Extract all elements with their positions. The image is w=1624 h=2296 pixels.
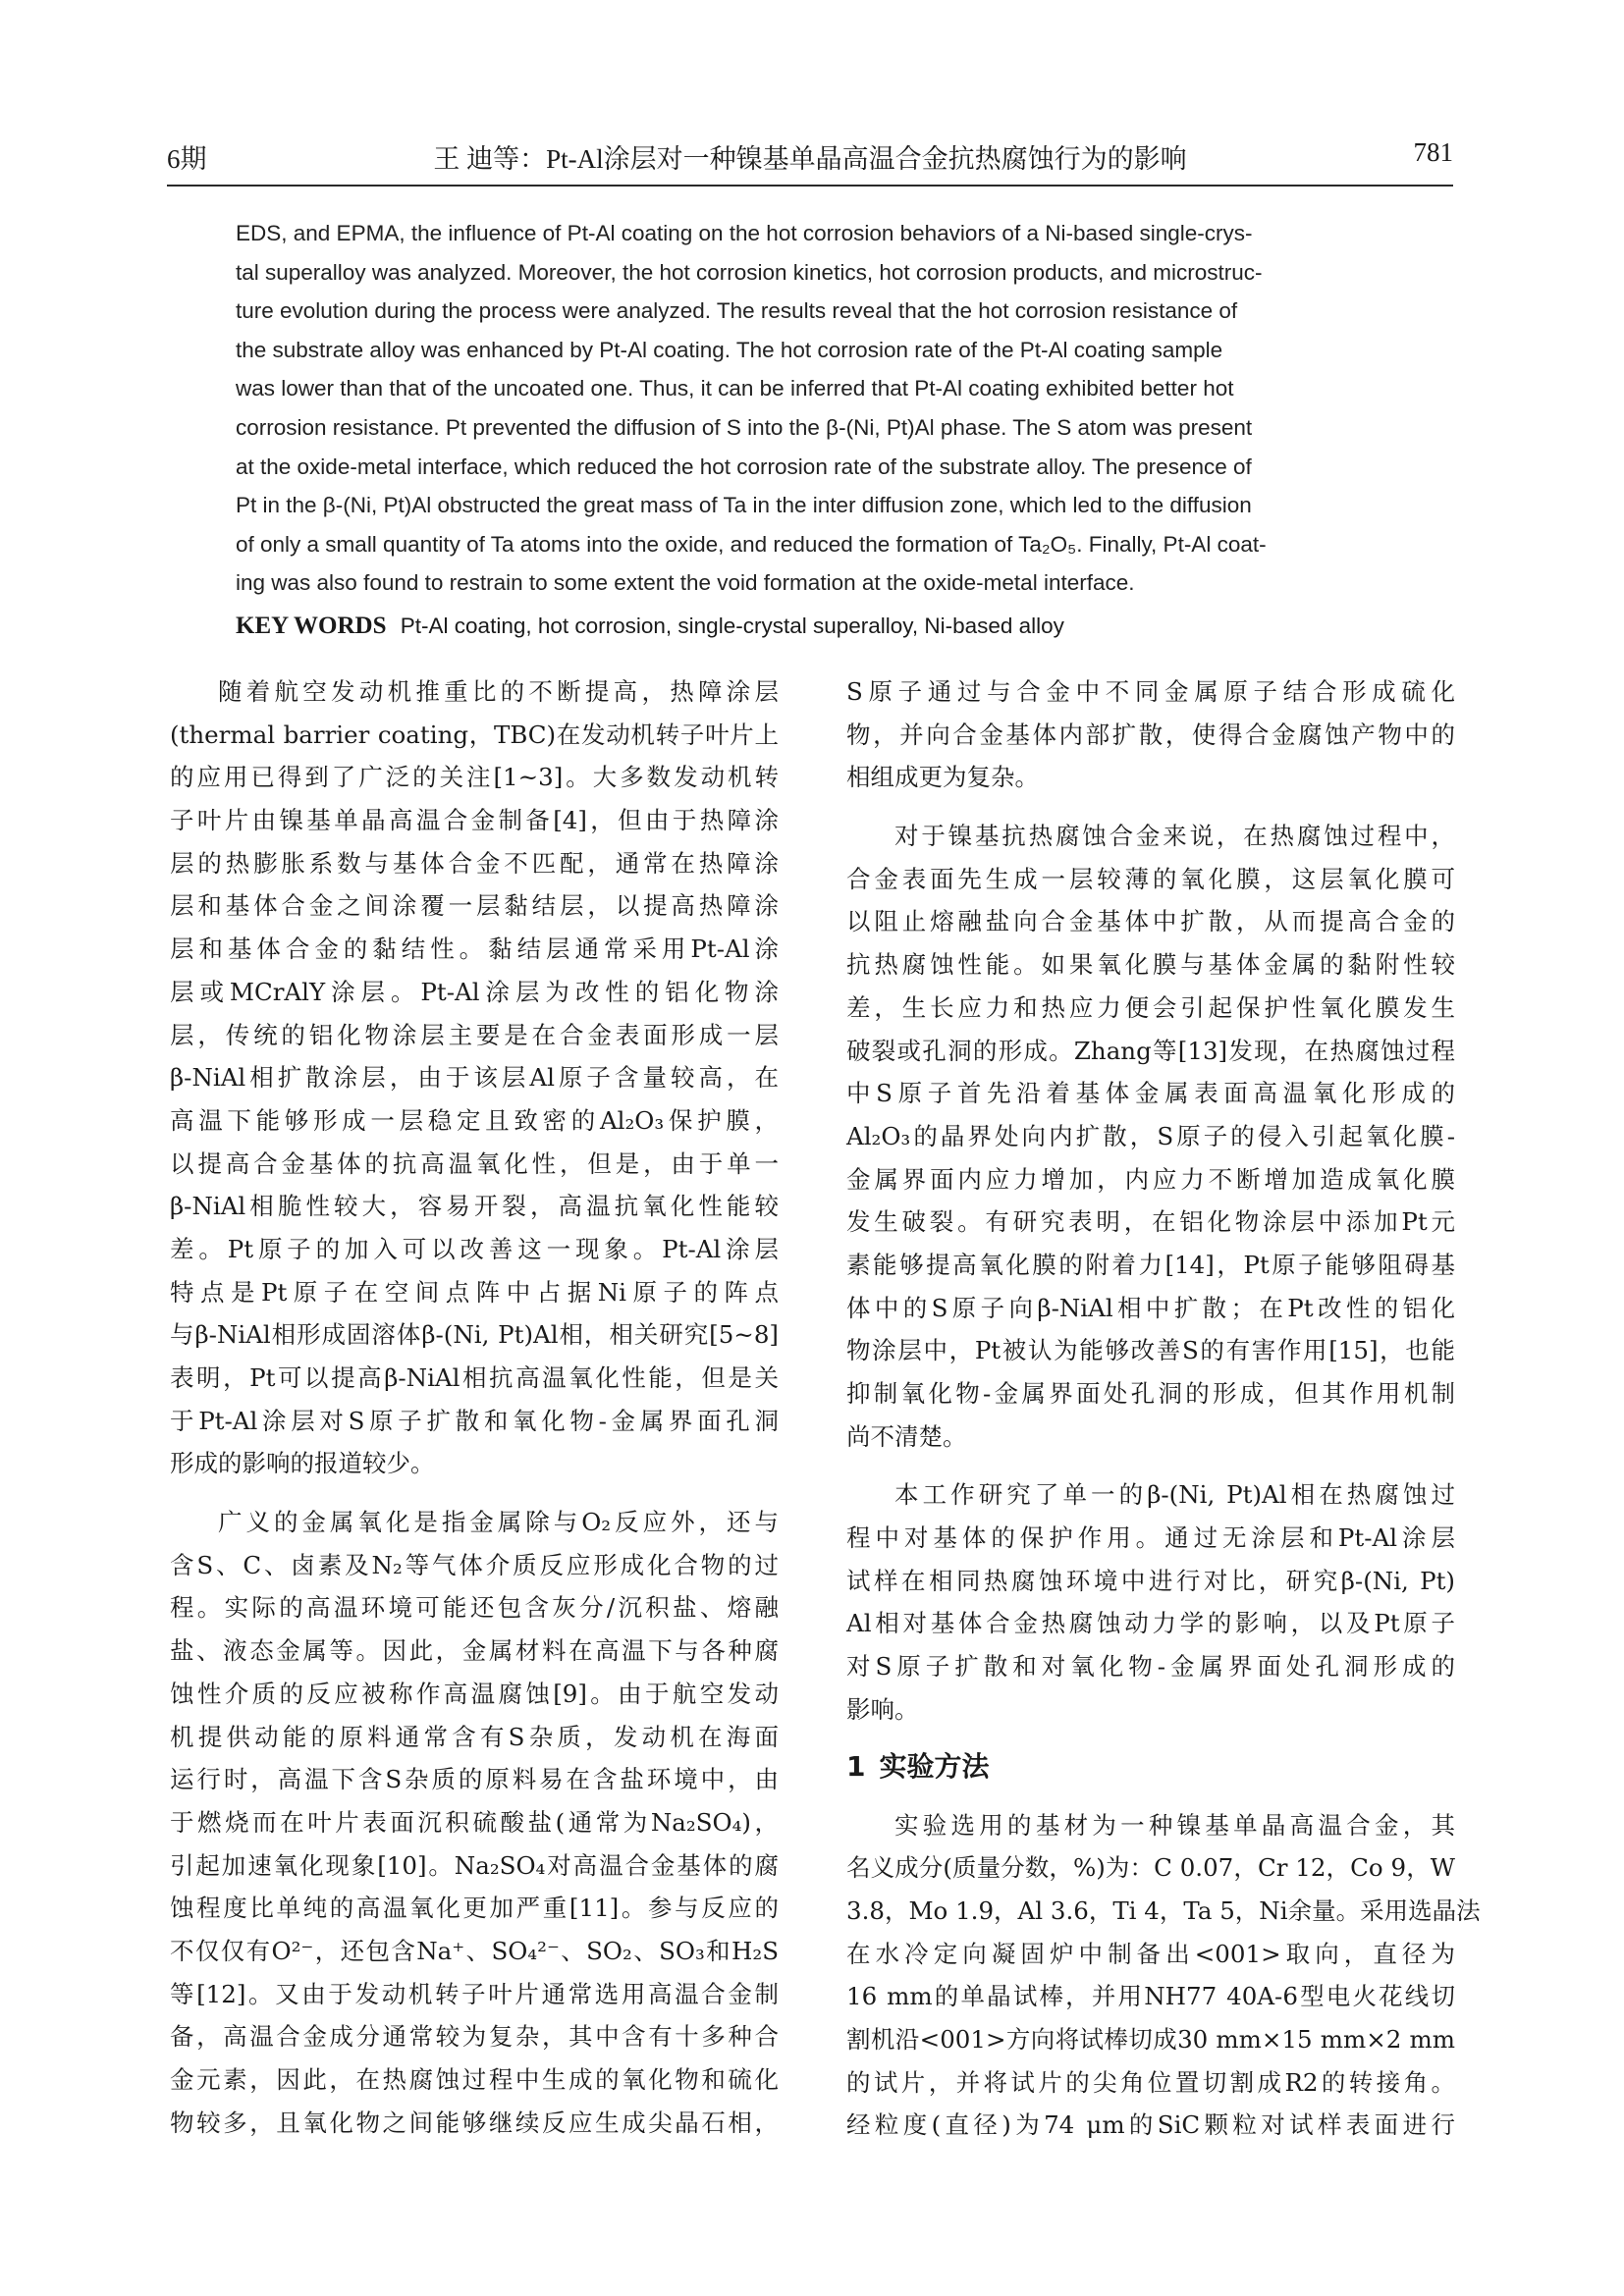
left-column (170, 670, 779, 2144)
body-paragraph (846, 1473, 1455, 1731)
text-line: 实验选用的基材为一种镍基单晶高温合金，其 (894, 1810, 1455, 1840)
text-line: 以阻止熔融盐向合金基体中扩散，从而提高合金的 (846, 907, 1455, 936)
text-line: 物，并向合金基体内部扩散，使得合金腐蚀产物中的 (846, 720, 1455, 749)
text-line: 程。实际的高温环境可能还包含灰分/沉积盐、熔融 (170, 1593, 779, 1623)
text-line: 备，高温合金成分通常较为复杂，其中含有十多种合 (170, 2022, 779, 2052)
text-line: β-NiAl相脆性较大，容易开裂，高温抗氧化性能较 (170, 1192, 779, 1221)
text-line: 机提供动能的原料通常含有S杂质，发动机在海面 (170, 1722, 779, 1751)
text-line: 合金表面先生成一层较薄的氧化膜，这层氧化膜可 (846, 864, 1455, 893)
body-paragraph (170, 1501, 779, 2144)
text-line: 割机沿<001>方向将试棒切成30 mm×15 mm×2 mm (846, 2024, 1455, 2054)
text-line: 含S、C、卤素及N₂等气体介质反应形成化合物的过 (170, 1550, 779, 1579)
text-line: 对S原子扩散和对氧化物-金属界面处孔洞形成的 (846, 1652, 1455, 1682)
abstract-line: Pt in the β-(Ni, Pt)Al obstructed the great mass of Ta in the inter diffusion zone, which led to the diffusion (236, 493, 1252, 518)
page-number: 781 (1413, 137, 1453, 167)
page-header (167, 137, 1453, 187)
text-line: 子叶片由镍基单晶高温合金制备[4]，但由于热障涂 (170, 806, 779, 835)
text-line: 在水冷定向凝固炉中制备出<001>取向，直径为 (846, 1939, 1455, 1968)
abstract-line: at the oxide-metal interface, which reduced the hot corrosion rate of the substrate alloy. The presence of (236, 454, 1252, 479)
text-line: 表明，Pt可以提高β-NiAl相抗高温氧化性能，但是关 (170, 1363, 779, 1392)
abstract-line: the substrate alloy was enhanced by Pt-Al coating. The hot corrosion rate of the Pt-Al coating sample (236, 337, 1223, 362)
text-line: 程中对基体的保护作用。通过无涂层和Pt-Al涂层 (846, 1523, 1455, 1553)
text-line: 特点是Pt原子在空间点阵中占据Ni原子的阵点 (170, 1277, 779, 1307)
text-line: 与β-NiAl相形成固溶体β-(Ni, Pt)Al相，相关研究[5~8] (170, 1320, 779, 1350)
text-line: 于Pt-Al涂层对S原子扩散和氧化物-金属界面孔洞 (170, 1406, 779, 1435)
text-line: 3.8，Mo 1.9，Al 3.6，Ti 4，Ta 5，Ni余量。采用选晶法 (846, 1896, 1481, 1925)
text-line: 蚀程度比单纯的高温氧化更加严重[11]。参与反应的 (170, 1894, 779, 1923)
text-line: 广义的金属氧化是指金属除与O₂反应外，还与 (218, 1508, 779, 1537)
text-line: Al₂O₃的晶界处向内扩散，S原子的侵入引起氧化膜- (846, 1121, 1455, 1150)
text-line: 层的热膨胀系数与基体合金不匹配，通常在热障涂 (170, 848, 779, 878)
abstract-line: EDS, and EPMA, the influence of Pt-Al coating on the hot corrosion behaviors of a Ni-based single-crys- (236, 221, 1253, 245)
text-line: 随着航空发动机推重比的不断提高，热障涂层 (218, 677, 779, 706)
section-title: 实验方法 (879, 1749, 990, 1783)
text-line: 对于镍基抗热腐蚀合金来说，在热腐蚀过程中， (894, 822, 1455, 851)
keywords (236, 607, 1380, 646)
text-line: 经粒度(直径)为74 μm的SiC颗粒对试样表面进行 (846, 2110, 1455, 2140)
text-line: 物涂层中，Pt被认为能够改善S的有害作用[15]，也能 (846, 1336, 1455, 1365)
text-line: 体中的S原子向β-NiAl相中扩散；在Pt改性的铝化 (846, 1293, 1455, 1322)
text-line: 相组成更为复杂。 (846, 763, 1039, 792)
text-line: 发生破裂。有研究表明，在铝化物涂层中添加Pt元 (846, 1207, 1455, 1237)
abstract-line: ing was also found to restrain to some extent the void formation at the oxide-metal interface. (236, 570, 1135, 596)
abstract-line: tal superalloy was analyzed. Moreover, the hot corrosion kinetics, hot corrosion products, and microstruc- (236, 259, 1263, 285)
text-line: 层和基体合金之间涂覆一层黏结层，以提高热障涂 (170, 891, 779, 921)
text-line: 素能够提高氧化膜的附着力[14]，Pt原子能够阻碍基 (846, 1250, 1455, 1279)
text-line: 物较多，且氧化物之间能够继续反应生成尖晶石相， (170, 2108, 779, 2137)
text-line: 的试片，并将试片的尖角位置切割成R2的转接角。 (846, 2067, 1455, 2097)
body-paragraph (846, 670, 1455, 799)
text-line: 形成的影响的报道较少。 (170, 1449, 435, 1478)
text-line: 差，生长应力和热应力便会引起保护性氧化膜发生 (846, 992, 1455, 1022)
text-line: 蚀性介质的反应被称作高温腐蚀[9]。由于航空发动 (170, 1679, 779, 1708)
section-heading (846, 1745, 1455, 1789)
text-line: 差。Pt原子的加入可以改善这一现象。Pt-Al涂层 (170, 1234, 779, 1263)
text-line: 金元素，因此，在热腐蚀过程中生成的氧化物和硫化 (170, 2065, 779, 2094)
text-line: 层或MCrAlY涂层。Pt-Al涂层为改性的铝化物涂 (170, 977, 779, 1006)
text-line: 以提高合金基体的抗高温氧化性，但是，由于单一 (170, 1148, 779, 1178)
issue-number: 6期 (167, 144, 207, 174)
text-line: Al相对基体合金热腐蚀动力学的影响，以及Pt原子 (846, 1609, 1455, 1638)
running-title: 王 迪等：Pt-Al涂层对一种镍基单晶高温合金抗热腐蚀行为的影响 (433, 144, 1187, 174)
abstract-text (236, 214, 1380, 603)
text-line: 层，传统的铝化物涂层主要是在合金表面形成一层 (170, 1020, 779, 1049)
section-number: 1 (846, 1749, 866, 1783)
text-line: 尚不清楚。 (846, 1421, 967, 1451)
text-line: 不仅仅有O²⁻，还包含Na⁺、SO₄²⁻、SO₂、SO₃和H₂S (170, 1936, 779, 1965)
paragraph-gap (846, 799, 1455, 815)
text-line: 于燃烧而在叶片表面沉积硫酸盐(通常为Na₂SO₄)， (170, 1807, 779, 1837)
body-paragraph (846, 1804, 1481, 2148)
body-paragraph (170, 670, 779, 1485)
text-line: 运行时，高温下含S杂质的原料易在含盐环境中，由 (170, 1765, 779, 1794)
text-line: 高温下能够形成一层稳定且致密的Al₂O₃保护膜， (170, 1105, 779, 1135)
text-line: β-NiAl相扩散涂层，由于该层Al原子含量较高，在 (170, 1063, 779, 1093)
right-column (846, 670, 1481, 2147)
keywords-text: Pt-Al coating, hot corrosion, single-crystal superalloy, Ni-based alloy (400, 614, 1064, 638)
text-line: 层和基体合金的黏结性。黏结层通常采用Pt-Al涂 (170, 934, 779, 964)
text-line: 本工作研究了单一的β-(Ni, Pt)Al相在热腐蚀过 (894, 1480, 1455, 1510)
text-line: 抑制氧化物-金属界面处孔洞的形成，但其作用机制 (846, 1379, 1455, 1408)
keywords-label: KEY WORDS (236, 613, 387, 639)
abstract-line: of only a small quantity of Ta atoms into the oxide, and reduced the formation of Ta₂O₅. Finally, Pt-Al coat- (236, 531, 1267, 557)
text-line: 抗热腐蚀性能。如果氧化膜与基体金属的黏附性较 (846, 950, 1455, 980)
text-line: 盐、液态金属等。因此，金属材料在高温下与各种腐 (170, 1636, 779, 1666)
abstract-line: was lower than that of the uncoated one. Thus, it can be inferred that Pt-Al coating exhibited better hot (236, 376, 1234, 401)
body-paragraph (846, 815, 1455, 1458)
text-line: 16 mm的单晶试棒，并用NH77 40A-6型电火花线切 (846, 1982, 1455, 2011)
text-line: 的应用已得到了广泛的关注[1~3]。大多数发动机转 (170, 763, 779, 792)
abstract-line: ture evolution during the process were analyzed. The results reveal that the hot corrosion resistance of (236, 298, 1238, 324)
text-line: S原子通过与合金中不同金属原子结合形成硫化 (846, 677, 1455, 706)
text-line: 引起加速氧化现象[10]。Na₂SO₄对高温合金基体的腐 (170, 1850, 779, 1880)
text-line: 试样在相同热腐蚀环境中进行对比，研究β-(Ni, Pt) (846, 1566, 1455, 1595)
text-line: (thermal barrier coating，TBC)在发动机转子叶片上 (170, 720, 779, 749)
text-line: 名义成分(质量分数，%)为：C 0.07，Cr 12，Co 9，W (846, 1853, 1455, 1883)
text-line: 中S原子首先沿着基体金属表面高温氧化形成的 (846, 1079, 1455, 1108)
text-line: 影响。 (846, 1694, 919, 1724)
text-line: 金属界面内应力增加，内应力不断增加造成氧化膜 (846, 1164, 1455, 1194)
paragraph-gap (170, 1485, 779, 1501)
paragraph-gap (846, 1458, 1455, 1473)
text-line: 等[12]。又由于发动机转子叶片通常选用高温合金制 (170, 1979, 779, 2008)
abstract-line: corrosion resistance. Pt prevented the diffusion of S into the β-(Ni, Pt)Al phase. The S atom was present (236, 414, 1253, 440)
text-line: 破裂或孔洞的形成。Zhang等[13]发现，在热腐蚀过程 (846, 1036, 1455, 1065)
